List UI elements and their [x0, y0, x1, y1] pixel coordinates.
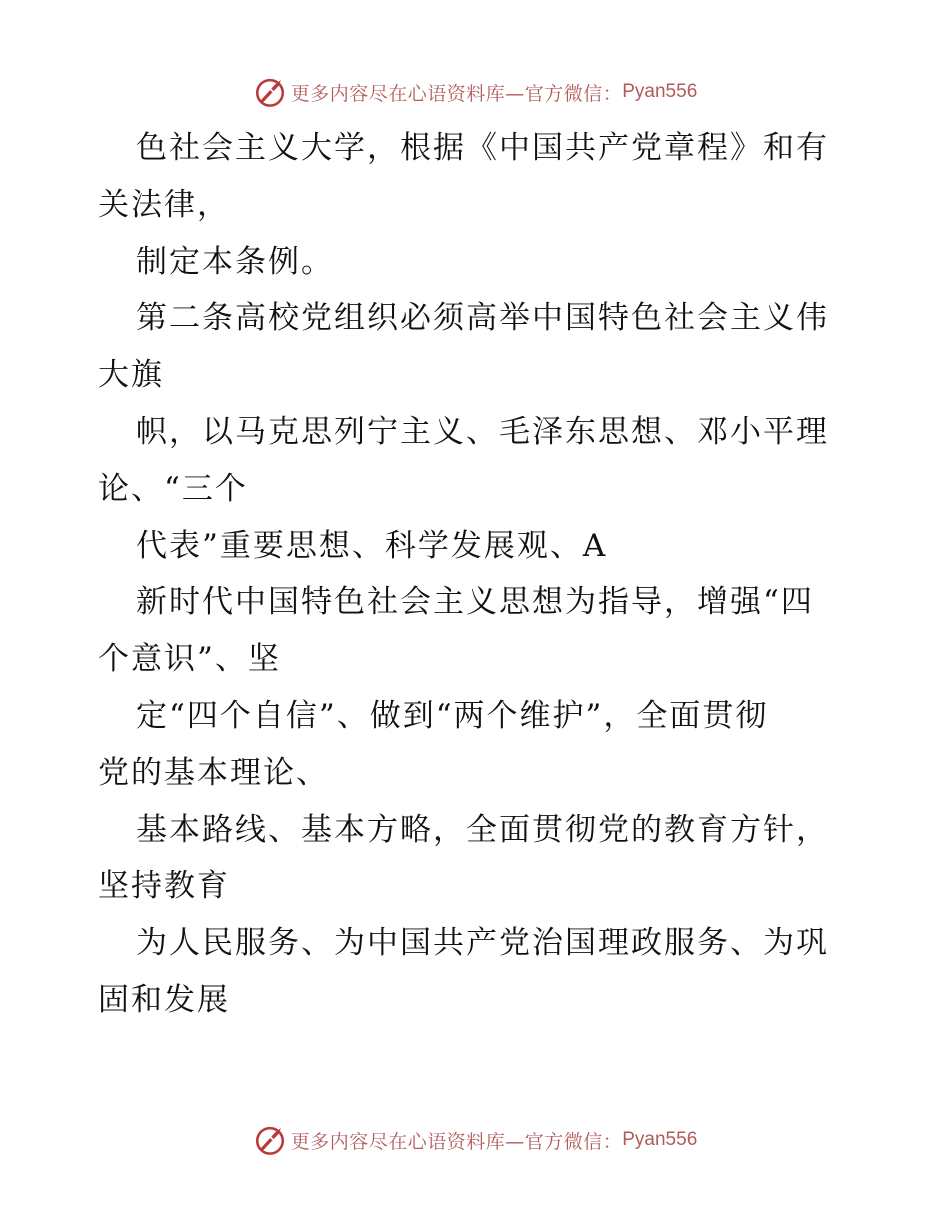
body-line: 个意识”、坚 — [98, 641, 281, 678]
body-line: 坚持教育 — [98, 868, 230, 905]
body-line: 定“四个自信”、做到“两个维护”，全面贯彻 — [136, 697, 769, 734]
footer-watermark — [0, 1120, 950, 1160]
body-line: 第二条高校党组织必须高举中国特色社会主义伟 — [136, 300, 829, 337]
body-line: 关法律， — [98, 186, 230, 223]
body-line: 固和发展 — [98, 981, 230, 1018]
body-line: 制定本条例。 — [136, 243, 334, 280]
body-line: 为人民服务、为中国共产党治国理政服务、为巩 — [136, 925, 829, 962]
body-line: 党的基本理论、 — [98, 754, 329, 791]
body-line: 基本路线、基本方略，全面贯彻党的教育方针， — [136, 811, 829, 848]
watermark-text: 更多内容尽在心语资料库—官方微信： — [290, 82, 623, 105]
watermark-wechat-id: Pyan556 — [622, 1129, 698, 1150]
watermark-text: 更多内容尽在心语资料库—官方微信： — [290, 1130, 623, 1153]
body-line: 代表”重要思想、科学发展观、A — [136, 527, 608, 564]
document-body — [98, 120, 858, 1029]
watermark-wechat-id: Pyan556 — [622, 81, 698, 102]
body-line: 大旗 — [98, 357, 164, 394]
quill-logo-icon — [253, 1123, 287, 1157]
body-line: 新时代中国特色社会主义思想为指导，增强“四 — [136, 584, 814, 621]
body-line: 帜，以马克思列宁主义、毛泽东思想、邓小平理 — [136, 413, 829, 450]
body-line: 色社会主义大学，根据《中国共产党章程》和有 — [136, 130, 829, 166]
quill-logo-icon — [253, 75, 287, 109]
body-line: 论、“三个 — [98, 470, 248, 507]
header-watermark — [0, 72, 950, 112]
